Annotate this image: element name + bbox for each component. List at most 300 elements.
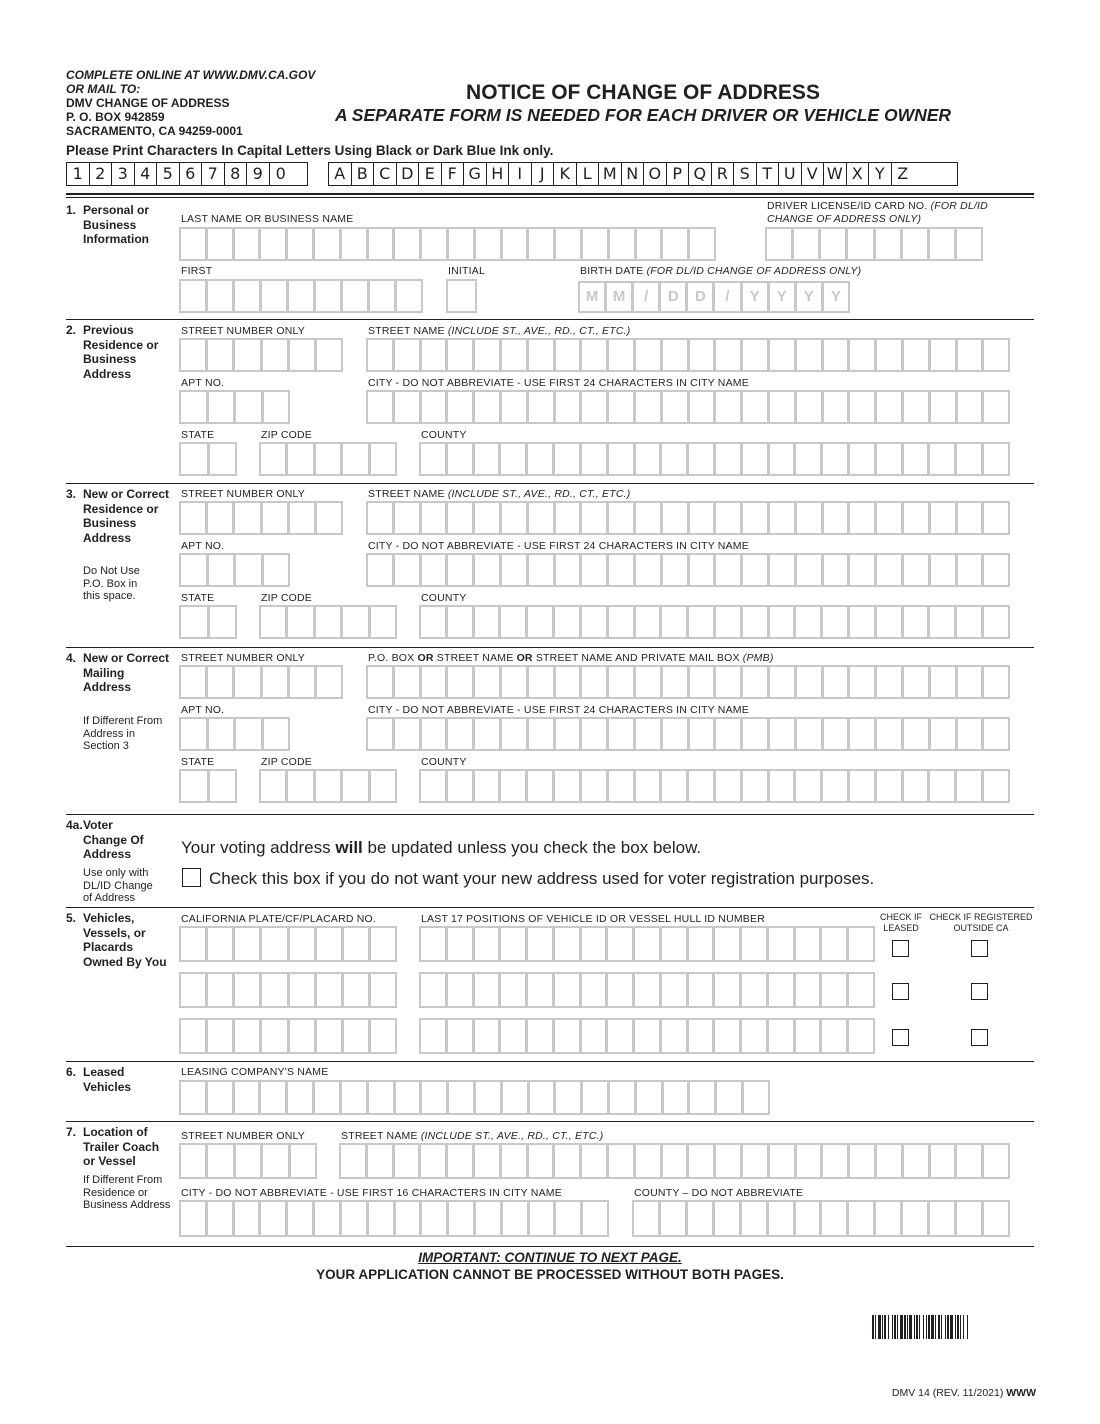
- character-cell[interactable]: [502, 555, 529, 585]
- character-cell[interactable]: [770, 444, 797, 474]
- character-cell[interactable]: [742, 1020, 769, 1052]
- character-cell[interactable]: [528, 771, 555, 801]
- character-cell[interactable]: [503, 229, 530, 259]
- character-cell[interactable]: [822, 1020, 849, 1052]
- character-cell[interactable]: [743, 667, 770, 697]
- character-cell[interactable]: [556, 392, 583, 422]
- character-cell[interactable]: [715, 1020, 742, 1052]
- character-cell[interactable]: [529, 1145, 556, 1177]
- character-cell[interactable]: [957, 1202, 984, 1235]
- character-cell[interactable]: [344, 928, 371, 960]
- character-cell[interactable]: [181, 503, 208, 533]
- character-cell[interactable]: [877, 719, 904, 749]
- character-cell[interactable]: [662, 607, 689, 637]
- character-cell[interactable]: [904, 771, 931, 801]
- character-cell[interactable]: [556, 229, 583, 259]
- character-cell[interactable]: [181, 607, 210, 637]
- character-cell[interactable]: [850, 667, 877, 697]
- character-cell[interactable]: [850, 555, 877, 585]
- character-cell[interactable]: [877, 607, 904, 637]
- character-cell[interactable]: [315, 1202, 342, 1235]
- new-state-input[interactable]: [179, 605, 237, 639]
- character-cell[interactable]: [876, 229, 903, 259]
- character-cell[interactable]: [636, 771, 663, 801]
- character-cell[interactable]: [422, 229, 449, 259]
- character-cell[interactable]: [502, 503, 529, 533]
- character-cell[interactable]: [984, 771, 1008, 801]
- character-cell[interactable]: [796, 974, 823, 1006]
- character-cell[interactable]: [422, 667, 449, 697]
- character-cell[interactable]: [421, 771, 448, 801]
- character-cell[interactable]: [263, 503, 290, 533]
- mail-apt-input[interactable]: [179, 717, 290, 751]
- character-cell[interactable]: [636, 392, 663, 422]
- character-cell[interactable]: [690, 719, 717, 749]
- character-cell[interactable]: [262, 281, 289, 311]
- character-cell[interactable]: [715, 1202, 742, 1235]
- character-cell[interactable]: [931, 1145, 958, 1177]
- character-cell[interactable]: [555, 1145, 582, 1177]
- character-cell[interactable]: [850, 771, 877, 801]
- leased-checkbox-1[interactable]: [892, 940, 909, 957]
- character-cell[interactable]: [904, 444, 931, 474]
- character-cell[interactable]: [421, 1020, 448, 1052]
- character-cell[interactable]: [475, 1020, 502, 1052]
- character-cell[interactable]: [958, 667, 985, 697]
- character-cell[interactable]: [797, 503, 824, 533]
- character-cell[interactable]: [743, 555, 770, 585]
- character-cell[interactable]: [529, 555, 556, 585]
- character-cell[interactable]: [316, 281, 343, 311]
- character-cell[interactable]: [290, 974, 317, 1006]
- character-cell[interactable]: [663, 1145, 690, 1177]
- character-cell[interactable]: [422, 719, 449, 749]
- character-cell[interactable]: [448, 340, 475, 370]
- character-cell[interactable]: [850, 1145, 877, 1177]
- character-cell[interactable]: [636, 719, 663, 749]
- character-cell[interactable]: [208, 229, 235, 259]
- character-cell[interactable]: [877, 340, 904, 370]
- character-cell[interactable]: [796, 1020, 823, 1052]
- character-cell[interactable]: [904, 392, 931, 422]
- character-cell[interactable]: [823, 444, 850, 474]
- character-cell[interactable]: [849, 928, 873, 960]
- prev-state-input[interactable]: [179, 442, 237, 476]
- character-cell[interactable]: [769, 974, 796, 1006]
- character-cell[interactable]: [236, 719, 264, 749]
- character-cell[interactable]: [582, 392, 609, 422]
- birth-date-cell[interactable]: /: [634, 283, 661, 311]
- character-cell[interactable]: [608, 1020, 635, 1052]
- character-cell[interactable]: [582, 503, 609, 533]
- character-cell[interactable]: [770, 1145, 797, 1177]
- character-cell[interactable]: [609, 392, 636, 422]
- character-cell[interactable]: [501, 771, 528, 801]
- character-cell[interactable]: [583, 1202, 607, 1235]
- character-cell[interactable]: [958, 555, 985, 585]
- character-cell[interactable]: [609, 555, 636, 585]
- character-cell[interactable]: [448, 607, 475, 637]
- character-cell[interactable]: [475, 444, 502, 474]
- plate-input-1[interactable]: [179, 926, 397, 962]
- character-cell[interactable]: [877, 667, 904, 697]
- character-cell[interactable]: [904, 719, 931, 749]
- character-cell[interactable]: [663, 555, 690, 585]
- character-cell[interactable]: [448, 555, 475, 585]
- character-cell[interactable]: [904, 555, 931, 585]
- character-cell[interactable]: [770, 392, 797, 422]
- character-cell[interactable]: [529, 503, 556, 533]
- plate-input-2[interactable]: [179, 972, 397, 1008]
- character-cell[interactable]: [262, 974, 289, 1006]
- character-cell[interactable]: [663, 340, 690, 370]
- character-cell[interactable]: [315, 229, 342, 259]
- character-cell[interactable]: [635, 928, 662, 960]
- character-cell[interactable]: [984, 719, 1008, 749]
- character-cell[interactable]: [263, 340, 290, 370]
- character-cell[interactable]: [475, 719, 502, 749]
- birth-date-input[interactable]: [578, 281, 850, 313]
- character-cell[interactable]: [288, 1082, 315, 1113]
- character-cell[interactable]: [984, 444, 1008, 474]
- character-cell[interactable]: [850, 444, 877, 474]
- character-cell[interactable]: [609, 340, 636, 370]
- character-cell[interactable]: [635, 974, 662, 1006]
- outside-ca-checkbox-1[interactable]: [971, 940, 988, 957]
- character-cell[interactable]: [317, 340, 341, 370]
- character-cell[interactable]: [716, 503, 743, 533]
- leasing-company-input[interactable]: [179, 1080, 770, 1115]
- character-cell[interactable]: [904, 340, 931, 370]
- character-cell[interactable]: [822, 974, 849, 1006]
- character-cell[interactable]: [797, 392, 824, 422]
- character-cell[interactable]: [690, 1082, 717, 1113]
- character-cell[interactable]: [716, 555, 743, 585]
- character-cell[interactable]: [181, 392, 209, 422]
- character-cell[interactable]: [931, 503, 958, 533]
- leased-checkbox-2[interactable]: [892, 983, 909, 1000]
- character-cell[interactable]: [662, 444, 689, 474]
- character-cell[interactable]: [582, 771, 609, 801]
- character-cell[interactable]: [476, 229, 503, 259]
- vin-input-2[interactable]: [419, 972, 875, 1008]
- character-cell[interactable]: [475, 392, 502, 422]
- character-cell[interactable]: [422, 1082, 449, 1113]
- character-cell[interactable]: [636, 444, 663, 474]
- character-cell[interactable]: [370, 281, 397, 311]
- character-cell[interactable]: [342, 1202, 369, 1235]
- character-cell[interactable]: [823, 607, 850, 637]
- character-cell[interactable]: [716, 444, 743, 474]
- character-cell[interactable]: [371, 444, 395, 474]
- character-cell[interactable]: [422, 555, 449, 585]
- mail-city-input[interactable]: [366, 717, 1010, 751]
- character-cell[interactable]: [743, 607, 770, 637]
- character-cell[interactable]: [876, 1202, 903, 1235]
- character-cell[interactable]: [609, 607, 636, 637]
- character-cell[interactable]: [316, 607, 343, 637]
- character-cell[interactable]: [395, 1145, 422, 1177]
- character-cell[interactable]: [181, 928, 208, 960]
- voter-opt-out-checkbox[interactable]: [182, 868, 201, 887]
- character-cell[interactable]: [397, 281, 421, 311]
- mail-zip-input[interactable]: [259, 769, 397, 803]
- character-cell[interactable]: [262, 928, 289, 960]
- character-cell[interactable]: [369, 229, 396, 259]
- character-cell[interactable]: [743, 340, 770, 370]
- character-cell[interactable]: [824, 503, 851, 533]
- character-cell[interactable]: [181, 229, 208, 259]
- character-cell[interactable]: [556, 340, 583, 370]
- character-cell[interactable]: [690, 503, 717, 533]
- character-cell[interactable]: [208, 340, 235, 370]
- character-cell[interactable]: [289, 281, 316, 311]
- character-cell[interactable]: [475, 974, 502, 1006]
- character-cell[interactable]: [582, 340, 609, 370]
- character-cell[interactable]: [636, 607, 663, 637]
- character-cell[interactable]: [235, 229, 262, 259]
- plate-input-3[interactable]: [179, 1018, 397, 1054]
- character-cell[interactable]: [421, 974, 448, 1006]
- character-cell[interactable]: [797, 667, 824, 697]
- character-cell[interactable]: [261, 771, 288, 801]
- character-cell[interactable]: [448, 1020, 475, 1052]
- character-cell[interactable]: [930, 607, 957, 637]
- birth-date-cell[interactable]: D: [661, 283, 688, 311]
- character-cell[interactable]: [743, 503, 770, 533]
- character-cell[interactable]: [716, 771, 743, 801]
- character-cell[interactable]: [235, 503, 262, 533]
- character-cell[interactable]: [261, 444, 288, 474]
- character-cell[interactable]: [582, 719, 609, 749]
- character-cell[interactable]: [448, 392, 475, 422]
- character-cell[interactable]: [290, 667, 317, 697]
- character-cell[interactable]: [850, 340, 877, 370]
- character-cell[interactable]: [448, 503, 475, 533]
- character-cell[interactable]: [849, 1020, 873, 1052]
- character-cell[interactable]: [770, 667, 797, 697]
- character-cell[interactable]: [984, 607, 1008, 637]
- character-cell[interactable]: [823, 771, 850, 801]
- character-cell[interactable]: [690, 555, 717, 585]
- character-cell[interactable]: [261, 1082, 288, 1113]
- character-cell[interactable]: [344, 974, 371, 1006]
- character-cell[interactable]: [317, 928, 344, 960]
- character-cell[interactable]: [317, 667, 341, 697]
- character-cell[interactable]: [984, 1202, 1008, 1235]
- character-cell[interactable]: [636, 1145, 663, 1177]
- character-cell[interactable]: [744, 1082, 768, 1113]
- birth-date-cell[interactable]: /: [715, 283, 742, 311]
- character-cell[interactable]: [290, 503, 317, 533]
- character-cell[interactable]: [395, 667, 422, 697]
- character-cell[interactable]: [958, 719, 985, 749]
- character-cell[interactable]: [395, 229, 422, 259]
- character-cell[interactable]: [931, 555, 958, 585]
- character-cell[interactable]: [288, 444, 315, 474]
- mail-county-input[interactable]: [419, 769, 1010, 803]
- character-cell[interactable]: [609, 719, 636, 749]
- character-cell[interactable]: [501, 928, 528, 960]
- character-cell[interactable]: [582, 555, 609, 585]
- character-cell[interactable]: [610, 1082, 637, 1113]
- birth-date-cell[interactable]: Y: [830, 288, 841, 305]
- character-cell[interactable]: [181, 1082, 208, 1113]
- character-cell[interactable]: [609, 667, 636, 697]
- character-cell[interactable]: [555, 607, 582, 637]
- character-cell[interactable]: [849, 974, 873, 1006]
- character-cell[interactable]: [317, 1020, 344, 1052]
- character-cell[interactable]: [528, 1020, 555, 1052]
- outside-ca-checkbox-2[interactable]: [971, 983, 988, 1000]
- character-cell[interactable]: [662, 974, 689, 1006]
- character-cell[interactable]: [796, 607, 823, 637]
- character-cell[interactable]: [743, 392, 770, 422]
- character-cell[interactable]: [957, 444, 984, 474]
- character-cell[interactable]: [663, 503, 690, 533]
- character-cell[interactable]: [448, 771, 475, 801]
- character-cell[interactable]: [690, 340, 717, 370]
- character-cell[interactable]: [396, 1202, 423, 1235]
- character-cell[interactable]: [528, 928, 555, 960]
- character-cell[interactable]: [317, 503, 341, 533]
- character-cell[interactable]: [716, 392, 743, 422]
- character-cell[interactable]: [850, 392, 877, 422]
- character-cell[interactable]: [368, 392, 395, 422]
- character-cell[interactable]: [235, 281, 262, 311]
- character-cell[interactable]: [208, 1202, 235, 1235]
- character-cell[interactable]: [849, 1202, 876, 1235]
- character-cell[interactable]: [502, 719, 529, 749]
- character-cell[interactable]: [181, 1145, 208, 1177]
- character-cell[interactable]: [636, 340, 663, 370]
- character-cell[interactable]: [582, 928, 609, 960]
- character-cell[interactable]: [848, 229, 875, 259]
- character-cell[interactable]: [475, 1145, 502, 1177]
- character-cell[interactable]: [181, 444, 210, 474]
- character-cell[interactable]: [850, 719, 877, 749]
- character-cell[interactable]: [743, 1145, 770, 1177]
- character-cell[interactable]: [797, 1145, 824, 1177]
- character-cell[interactable]: [449, 1202, 476, 1235]
- character-cell[interactable]: [341, 1145, 368, 1177]
- character-cell[interactable]: [583, 1082, 610, 1113]
- character-cell[interactable]: [475, 340, 502, 370]
- character-cell[interactable]: [770, 503, 797, 533]
- character-cell[interactable]: [396, 1082, 423, 1113]
- character-cell[interactable]: [208, 281, 235, 311]
- character-cell[interactable]: [688, 1202, 715, 1235]
- character-cell[interactable]: [264, 719, 289, 749]
- character-cell[interactable]: [210, 607, 236, 637]
- character-cell[interactable]: [371, 1020, 395, 1052]
- character-cell[interactable]: [476, 1202, 503, 1235]
- character-cell[interactable]: [984, 1145, 1008, 1177]
- vin-input-3[interactable]: [419, 1018, 875, 1054]
- character-cell[interactable]: [368, 555, 395, 585]
- character-cell[interactable]: [288, 607, 315, 637]
- character-cell[interactable]: [475, 503, 502, 533]
- character-cell[interactable]: [877, 444, 904, 474]
- character-cell[interactable]: [476, 1082, 503, 1113]
- character-cell[interactable]: [689, 607, 716, 637]
- leased-checkbox-3[interactable]: [892, 1029, 909, 1046]
- prev-county-input[interactable]: [419, 442, 1010, 476]
- character-cell[interactable]: [449, 1082, 476, 1113]
- character-cell[interactable]: [689, 1020, 716, 1052]
- character-cell[interactable]: [663, 229, 690, 259]
- character-cell[interactable]: [371, 771, 395, 801]
- character-cell[interactable]: [797, 555, 824, 585]
- character-cell[interactable]: [290, 340, 317, 370]
- character-cell[interactable]: [822, 928, 849, 960]
- character-cell[interactable]: [501, 444, 528, 474]
- character-cell[interactable]: [635, 1020, 662, 1052]
- character-cell[interactable]: [368, 1145, 395, 1177]
- character-cell[interactable]: [501, 1020, 528, 1052]
- character-cell[interactable]: [235, 1082, 262, 1113]
- character-cell[interactable]: [342, 1082, 369, 1113]
- character-cell[interactable]: [371, 928, 395, 960]
- character-cell[interactable]: [634, 1202, 661, 1235]
- character-cell[interactable]: [371, 974, 395, 1006]
- character-cell[interactable]: [609, 503, 636, 533]
- character-cell[interactable]: [957, 229, 981, 259]
- character-cell[interactable]: [690, 229, 714, 259]
- character-cell[interactable]: [528, 974, 555, 1006]
- character-cell[interactable]: [288, 229, 315, 259]
- character-cell[interactable]: [904, 667, 931, 697]
- character-cell[interactable]: [582, 1020, 609, 1052]
- character-cell[interactable]: [422, 1202, 449, 1235]
- character-cell[interactable]: [449, 229, 476, 259]
- character-cell[interactable]: [502, 1145, 529, 1177]
- character-cell[interactable]: [984, 340, 1008, 370]
- character-cell[interactable]: [555, 974, 582, 1006]
- character-cell[interactable]: [608, 974, 635, 1006]
- character-cell[interactable]: [958, 340, 985, 370]
- character-cell[interactable]: [210, 444, 236, 474]
- character-cell[interactable]: [261, 1202, 288, 1235]
- character-cell[interactable]: [903, 229, 930, 259]
- character-cell[interactable]: [957, 607, 984, 637]
- character-cell[interactable]: [930, 1202, 957, 1235]
- character-cell[interactable]: [448, 928, 475, 960]
- character-cell[interactable]: [663, 719, 690, 749]
- character-cell[interactable]: [475, 607, 502, 637]
- character-cell[interactable]: [181, 281, 208, 311]
- character-cell[interactable]: [475, 667, 502, 697]
- character-cell[interactable]: [610, 229, 637, 259]
- character-cell[interactable]: [742, 928, 769, 960]
- character-cell[interactable]: [796, 444, 823, 474]
- character-cell[interactable]: [556, 719, 583, 749]
- character-cell[interactable]: [663, 392, 690, 422]
- character-cell[interactable]: [769, 928, 796, 960]
- character-cell[interactable]: [235, 974, 262, 1006]
- character-cell[interactable]: [369, 1202, 396, 1235]
- character-cell[interactable]: [264, 392, 289, 422]
- birth-date-cell[interactable]: M: [580, 283, 607, 311]
- new-street-name-input[interactable]: [366, 501, 1010, 535]
- trailer-street-number-input[interactable]: [179, 1143, 317, 1179]
- character-cell[interactable]: [770, 771, 797, 801]
- character-cell[interactable]: [235, 928, 262, 960]
- new-zip-input[interactable]: [259, 605, 397, 639]
- character-cell[interactable]: [181, 1202, 208, 1235]
- character-cell[interactable]: [743, 771, 770, 801]
- character-cell[interactable]: [291, 1145, 315, 1177]
